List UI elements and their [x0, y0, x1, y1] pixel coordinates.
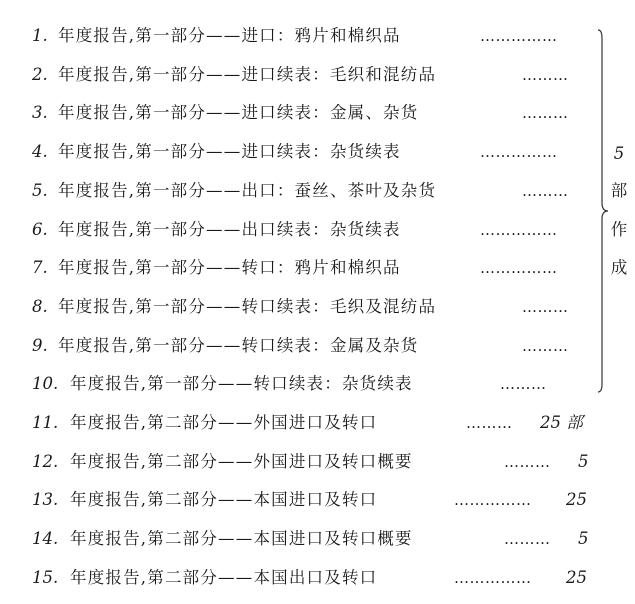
copy-count: 25 部: [540, 413, 583, 432]
copy-count: 5: [578, 452, 589, 471]
leader-dots: ………: [522, 182, 569, 200]
item-number: 8.: [32, 297, 48, 316]
item-number: 14.: [32, 529, 59, 548]
item-number: 11.: [32, 413, 59, 432]
item-title: 年度报告,第二部分——本国进口及转口: [70, 490, 378, 509]
item-title: 年度报告,第一部分——转口续表：金属及杂货: [58, 336, 419, 355]
leader-dots: ……………: [480, 143, 558, 161]
leader-dots: ……………: [454, 491, 532, 509]
leader-dots: ………: [500, 375, 547, 393]
item-title: 年度报告,第一部分——进口续表：杂货续表: [58, 142, 401, 161]
item-number: 10.: [32, 374, 59, 393]
item-number: 3.: [32, 103, 48, 122]
item-title: 年度报告,第一部分——转口续表：杂货续表: [70, 374, 413, 393]
item-number: 13.: [32, 490, 59, 509]
item-number: 6.: [32, 220, 48, 239]
note-char: 成: [610, 258, 628, 277]
item-title: 年度报告,第一部分——转口：鸦片和棉织品: [58, 258, 401, 277]
item-number: 1.: [32, 26, 48, 45]
leader-dots: ………: [522, 337, 569, 355]
item-title: 年度报告,第一部分——进口续表：毛织和混纺品: [58, 65, 437, 84]
item-number: 9.: [32, 336, 48, 355]
item-title: 年度报告,第一部分——转口续表：毛织及混纺品: [58, 297, 437, 316]
item-number: 12.: [32, 452, 59, 471]
copy-count: 25: [566, 490, 587, 509]
item-number: 5.: [32, 181, 48, 200]
item-title: 年度报告,第一部分——出口：蚕丝、茶叶及杂货: [58, 181, 437, 200]
leader-dots: ……………: [480, 221, 558, 239]
leader-dots: ………: [504, 530, 551, 548]
leader-dots: ………: [522, 298, 569, 316]
item-number: 7.: [32, 258, 48, 277]
note-char: 5: [613, 144, 625, 163]
leader-dots: ……………: [454, 569, 532, 587]
item-title: 年度报告,第一部分——进口续表：金属、杂货: [58, 103, 419, 122]
leader-dots: ……………: [480, 27, 558, 45]
item-number: 2.: [32, 65, 48, 84]
item-title: 年度报告,第二部分——本国进口及转口概要: [70, 529, 413, 548]
leader-dots: ……………: [480, 259, 558, 277]
item-title: 年度报告,第一部分——进口：鸦片和棉织品: [58, 26, 401, 45]
right-brace: [597, 28, 611, 394]
copy-count: 5: [578, 529, 589, 548]
leader-dots: ………: [466, 414, 513, 432]
leader-dots: ………: [504, 453, 551, 471]
leader-dots: ………: [522, 104, 569, 122]
item-title: 年度报告,第二部分——本国出口及转口: [70, 568, 378, 587]
item-title: 年度报告,第二部分——外国进口及转口: [70, 413, 378, 432]
leader-dots: ………: [522, 66, 569, 84]
item-title: 年度报告,第一部分——出口续表：杂货续表: [58, 220, 401, 239]
item-number: 4.: [32, 142, 48, 161]
item-number: 15.: [32, 568, 59, 587]
copy-count: 25: [566, 568, 587, 587]
item-title: 年度报告,第二部分——外国进口及转口概要: [70, 452, 413, 471]
note-char: 部: [610, 181, 628, 200]
note-char: 作: [610, 220, 628, 239]
